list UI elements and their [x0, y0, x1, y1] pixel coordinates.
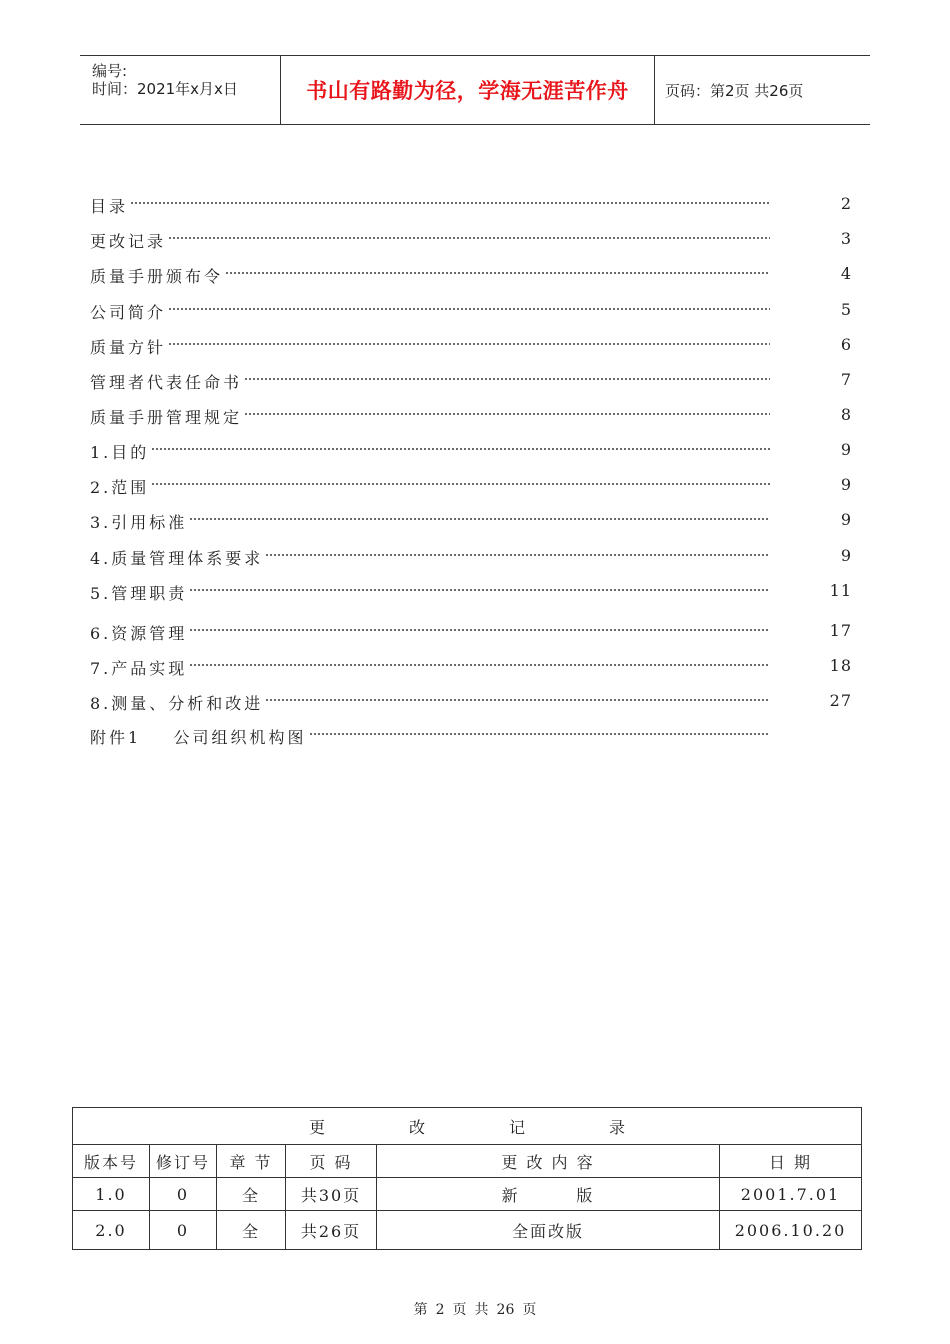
toc-item-page: 18: [829, 656, 852, 675]
revision-cell: 0: [150, 1178, 217, 1211]
toc-item: [90, 190, 852, 220]
toc-item: [90, 506, 852, 536]
toc-item-label: 更改记录: [90, 232, 167, 251]
footer-text: 共: [474, 1302, 489, 1318]
header-cell: 更 改 内 容: [377, 1145, 720, 1178]
footer-page-number: 2: [435, 1302, 445, 1318]
toc-leader-dots: [244, 378, 770, 380]
doc-number-label: 编号:: [92, 62, 128, 80]
header-cell: 章 节: [217, 1145, 286, 1178]
toc-item: [90, 721, 852, 751]
toc-item: [90, 436, 852, 466]
toc-item-label: 目录: [90, 197, 129, 216]
toc-leader-dots: [168, 237, 770, 239]
toc-item: [90, 296, 852, 326]
toc-leader-dots: [225, 272, 770, 274]
toc-item-label: 5.管理职责: [90, 584, 188, 603]
toc-item: [90, 260, 852, 290]
toc-item-label: 8.测量、分析和改进: [90, 694, 264, 713]
toc-item-label: 4.质量管理体系要求: [90, 549, 264, 568]
toc-item: [90, 225, 852, 255]
toc-leader-dots: [189, 518, 770, 520]
footer-text: 页: [452, 1302, 467, 1318]
header-cell: 日 期: [720, 1145, 862, 1178]
change-record-table: [72, 1107, 862, 1250]
title-char: 更: [308, 1117, 325, 1137]
toc-leader-dots: [130, 202, 770, 204]
time-label: 时间：2021年x月x日: [92, 80, 238, 98]
toc-leader-dots: [244, 413, 770, 415]
footer-text: 第: [413, 1302, 428, 1318]
title-char: 记: [509, 1117, 526, 1137]
date-cell: 2001.7.01: [720, 1178, 862, 1211]
toc-item-page: 2: [840, 194, 852, 213]
toc-item-page: 11: [829, 581, 852, 600]
toc-item-label: 6.资源管理: [90, 624, 188, 643]
header-page-label: 页码：第2页 共26页: [665, 81, 804, 100]
toc-leader-dots: [151, 448, 770, 450]
date-cell: 2006.10.20: [720, 1211, 862, 1250]
footer-total-pages: 26: [496, 1302, 515, 1318]
toc-item-page: 7: [840, 370, 852, 389]
toc-item-page: 17: [829, 621, 852, 640]
toc-leader-dots: [168, 308, 770, 310]
page-footer: [0, 1299, 950, 1319]
chapter-cell: 全: [217, 1178, 286, 1211]
header-cell: 页 码: [286, 1145, 377, 1178]
toc-item-page: 9: [840, 475, 852, 494]
toc-item: [90, 687, 852, 717]
toc-item-page: 8: [840, 405, 852, 424]
version-cell: 1.0: [73, 1178, 150, 1211]
toc-item: [90, 652, 852, 682]
revision-cell: 0: [150, 1211, 217, 1250]
toc-item-label: 管理者代表任命书: [90, 373, 243, 392]
toc-leader-dots: [189, 629, 770, 631]
toc-item-page: 6: [840, 335, 852, 354]
toc-leader-dots: [168, 343, 770, 345]
toc-item-page: 9: [840, 440, 852, 459]
header-motto: 书山有路勤为径，学海无涯苦作舟: [281, 56, 655, 124]
change-record-title: [73, 1108, 862, 1145]
toc-item-label: 附件1 公司组织机构图: [90, 728, 307, 747]
title-char: 改: [408, 1117, 425, 1137]
toc-item: [90, 617, 852, 647]
chapter-cell: 全: [217, 1211, 286, 1250]
title-char: 录: [609, 1117, 626, 1137]
toc-item-label: 7.产品实现: [90, 659, 188, 678]
toc-leader-dots: [151, 483, 770, 485]
toc-item-label: 质量手册管理规定: [90, 408, 243, 427]
table-row: [73, 1178, 862, 1211]
header-cell: 修订号: [150, 1145, 217, 1178]
pages-cell: 共30页: [286, 1178, 377, 1211]
toc-item-page: 5: [840, 300, 852, 319]
toc-item-page: 3: [840, 229, 852, 248]
version-cell: 2.0: [73, 1211, 150, 1250]
content-cell: 全面改版: [377, 1211, 720, 1250]
toc-item-page: 27: [829, 691, 852, 710]
toc-item-label: 2.范围: [90, 478, 150, 497]
toc-item-label: 3.引用标准: [90, 513, 188, 532]
toc-item: [90, 542, 852, 572]
toc-item-page: 4: [840, 264, 852, 283]
toc-leader-dots: [265, 554, 770, 556]
footer-text: 页: [522, 1302, 537, 1318]
toc-item: [90, 401, 852, 431]
toc-leader-dots: [309, 733, 770, 735]
toc-leader-dots: [189, 664, 770, 666]
toc-item-label: 质量方针: [90, 338, 167, 357]
toc-leader-dots: [265, 699, 770, 701]
toc-item: [90, 331, 852, 361]
toc-item-label: 公司简介: [90, 303, 167, 322]
header-meta: [80, 56, 281, 124]
toc-item-label: 1.目的: [90, 443, 150, 462]
table-row: [73, 1211, 862, 1250]
content-cell: 新 版: [377, 1178, 720, 1211]
toc-item: [90, 577, 852, 607]
toc-item-page: 9: [840, 510, 852, 529]
pages-cell: 共26页: [286, 1211, 377, 1250]
toc-item-label: 质量手册颁布令: [90, 267, 224, 286]
toc-item: [90, 471, 852, 501]
toc-item: [90, 366, 852, 396]
header-cell: 版本号: [73, 1145, 150, 1178]
toc-item-page: 9: [840, 546, 852, 565]
toc-leader-dots: [189, 589, 770, 591]
page-header: [80, 55, 870, 125]
